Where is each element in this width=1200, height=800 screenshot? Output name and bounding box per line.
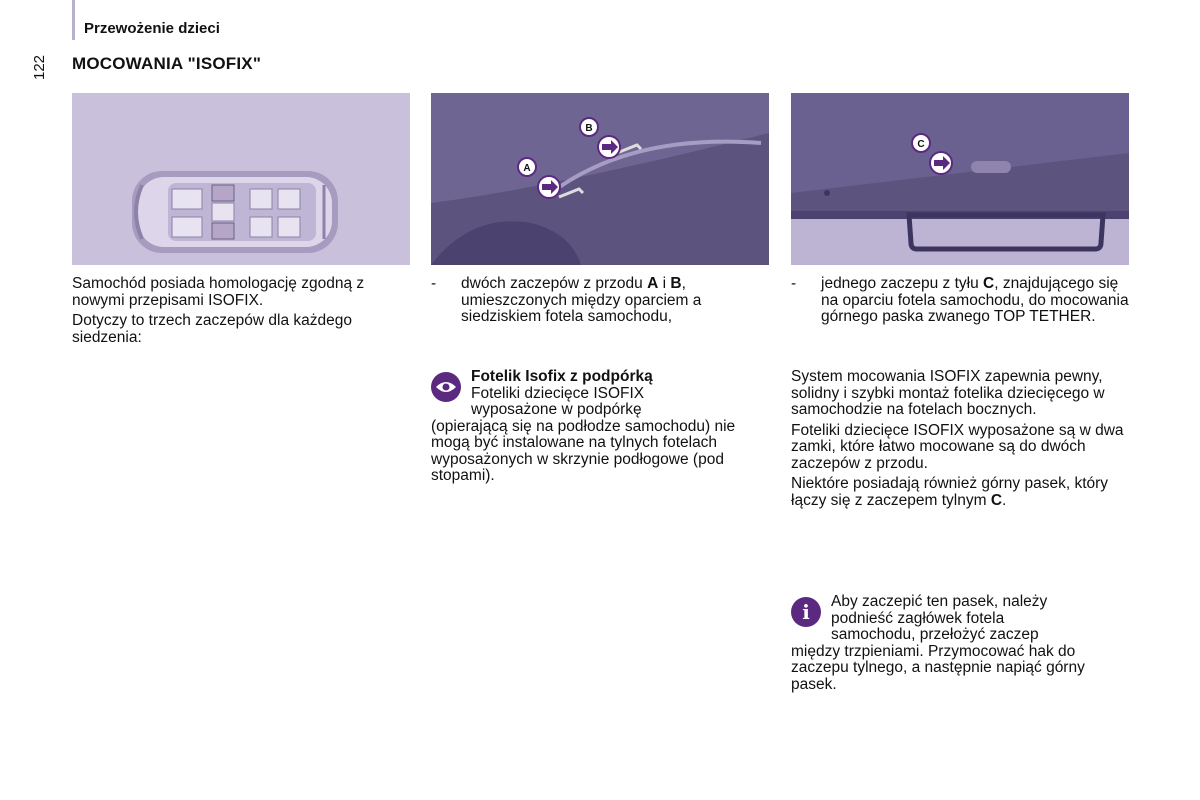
isofix-description (791, 369, 1129, 513)
note-body: (opierającą się na podłodze samochodu) nie mogą być instalowane na tylnych fotelach wyposażonych w skrzynie podłogowe (pod stopami). (431, 417, 736, 484)
info-note: i Aby zaczepić ten pasek, należy podnieść zagłówek fotela samochodu, przełożyć zaczep między trzpieniami. Przymocować hak do zaczepu tylnego, a następnie napiąć górny pasek. (791, 594, 1129, 693)
anchor-b-label: B (585, 123, 593, 134)
car-top-view-figure (72, 93, 410, 265)
description-paragraph-1: System mocowania ISOFIX zapewnia pewny, solidny i szybki montaż fotelika dziecięcego w samochodzie na fotelach bocznych. (791, 368, 1105, 418)
intro-paragraph-1: Samochód posiada homologację zgodną z nowymi przepisami ISOFIX. (72, 275, 365, 309)
description-paragraph-3: Niektóre posiadają również górny pasek, który łączy się z zaczepem tylnym C. (791, 475, 1109, 509)
rear-anchorage-figure (791, 93, 1129, 265)
anchor-a-label: A (523, 163, 531, 174)
rear-anchorage-text (791, 276, 1129, 326)
car-top-view-illustration (132, 171, 338, 253)
intro-paragraph-2: Dotyczy to trzech zaczepów dla każdego siedzenia: (72, 312, 352, 346)
section-title: Przewożenie dzieci (84, 20, 220, 37)
info-note-body: między trzpieniami. Przymocować hak do zaczepu tylnego, a następnie napiąć górny pasek. (791, 642, 1085, 693)
description-paragraph-2: Foteliki dziecięce ISOFIX wyposażone są w dwa zamki, które łatwo mocowane są do dwóch zaczepów z przodu. (791, 421, 1124, 472)
page-number: 122 (31, 54, 48, 80)
info-icon: i (791, 597, 821, 627)
anchor-c-label: C (917, 139, 925, 150)
bullet-item-front-anchorages: - dwóch zaczepów z przodu A i B, umieszczonych między oparciem a siedziskiem fotela samochodu, (431, 275, 702, 325)
front-anchorages-figure (431, 93, 769, 265)
page-title: MOCOWANIA "ISOFIX" (72, 54, 262, 73)
support-leg-note: Fotelik Isofix z podpórką Foteliki dziecięce ISOFIX wyposażone w podpórkę (opierającą się na podłodze samochodu) nie mogą być instalowane na tylnych fotelach wyposażonych w skrzynie podłogowe (pod stopami). (431, 369, 769, 485)
intro-text (72, 276, 410, 350)
section-marker-bar (72, 0, 75, 40)
bullet-dash: - (791, 275, 797, 292)
note-title: Fotelik Isofix z podpórką (471, 368, 653, 385)
eye-icon (431, 372, 461, 402)
bullet-dash: - (431, 275, 437, 292)
bullet-item-rear-anchorage: - jednego zaczepu z tyłu C, znajdującego się na oparciu fotela samochodu, do mocowania górnego paska zwanego TOP TETHER. (791, 275, 1129, 325)
front-anchorages-text (431, 276, 769, 326)
